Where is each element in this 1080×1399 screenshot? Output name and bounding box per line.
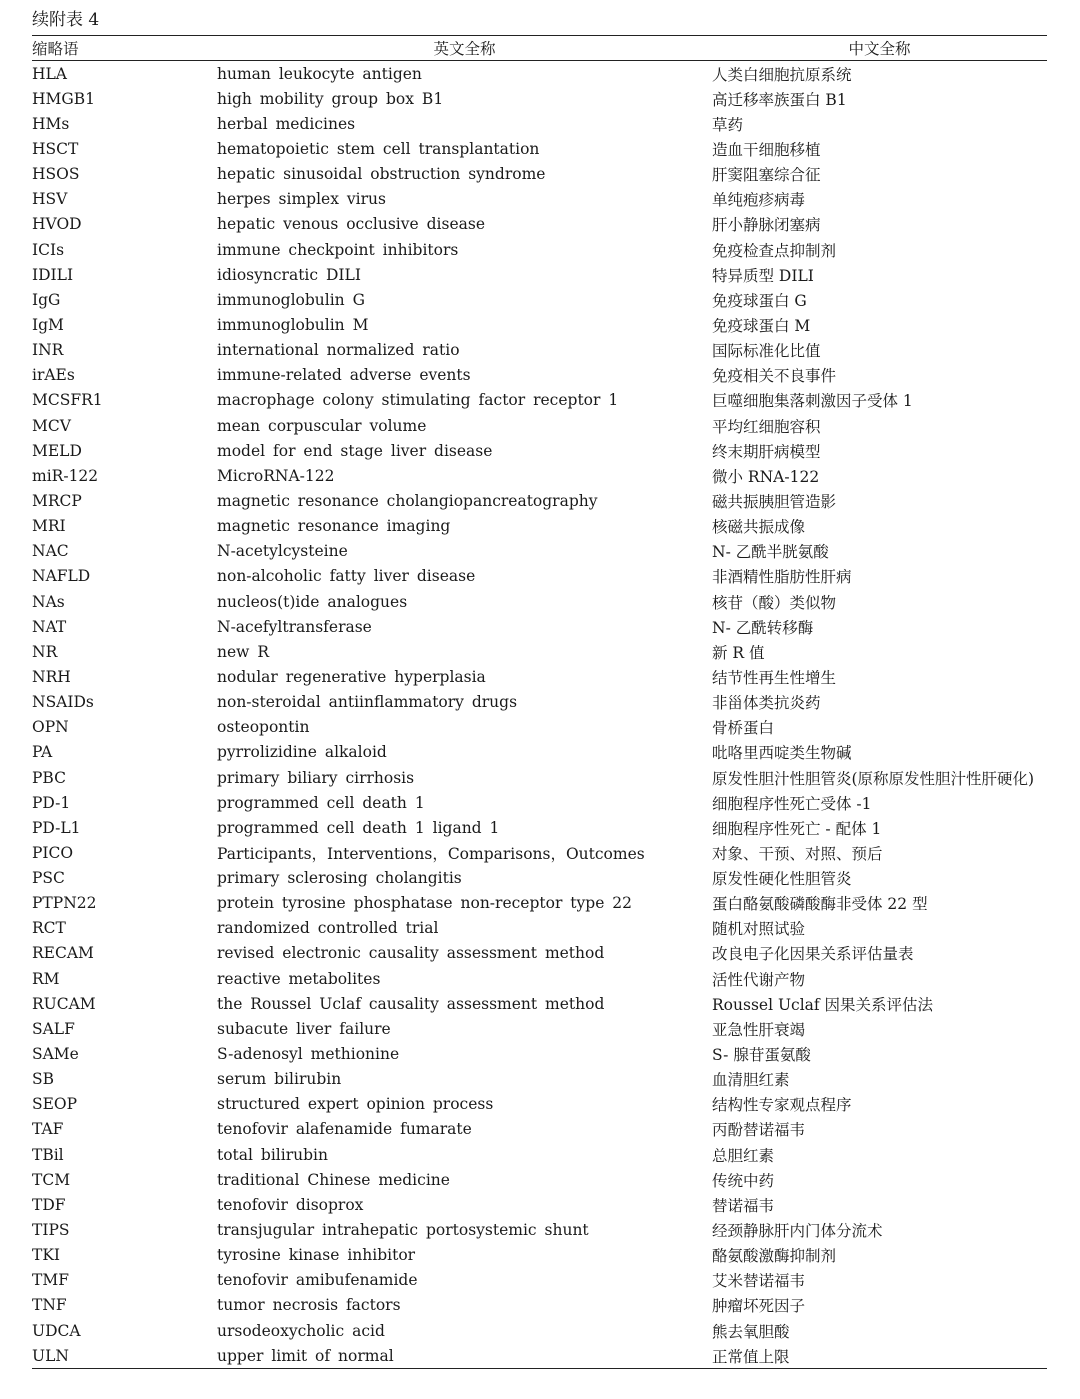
chinese-name-cell: 国际标准化比值 — [712, 342, 821, 361]
chinese-name-cell: 替诺福韦 — [712, 1196, 775, 1215]
english-name-cell: randomized controlled trial — [217, 919, 439, 938]
table-row — [32, 891, 1047, 916]
chinese-name-cell: 酪氨酸激酶抑制剂 — [712, 1247, 837, 1266]
abbreviation-cell: RCT — [32, 919, 66, 938]
english-name-cell: non-alcoholic fatty liver disease — [217, 567, 476, 586]
english-name-cell: hepatic sinusoidal obstruction syndrome — [217, 165, 546, 184]
english-name-cell: immunoglobulin M — [217, 315, 369, 334]
chinese-name-cell: 免疫球蛋白 M — [712, 316, 811, 335]
abbreviation-cell: TNF — [32, 1296, 67, 1315]
chinese-name-cell: 非酒精性脂肪性肝病 — [712, 568, 852, 587]
abbreviation-cell: PSC — [32, 869, 65, 888]
table-row — [32, 1293, 1047, 1318]
chinese-name-cell: 血清胆红素 — [712, 1071, 790, 1090]
table-caption: 续附表 4 — [32, 10, 100, 30]
chinese-name-cell: N- 乙酰半胱氨酸 — [712, 543, 829, 562]
table-row — [32, 488, 1047, 513]
chinese-name-cell: 微小 RNA-122 — [712, 467, 820, 486]
table-row — [32, 388, 1047, 413]
abbreviation-cell: TMF — [32, 1271, 69, 1290]
english-name-cell: Participants，Interventions，Comparisons，Outcomes — [217, 844, 645, 863]
english-name-cell: herbal medicines — [217, 114, 356, 133]
abbreviation-cell: NAs — [32, 592, 65, 611]
abbreviation-cell: TIPS — [32, 1221, 70, 1240]
table-row — [32, 438, 1047, 463]
table-row — [32, 1268, 1047, 1293]
abbreviation-cell: SEOP — [32, 1095, 78, 1114]
abbreviation-cell: RECAM — [32, 944, 94, 963]
table-row — [32, 338, 1047, 363]
english-name-cell: hematopoietic stem cell transplantation — [217, 139, 540, 158]
chinese-name-cell: S- 腺苷蛋氨酸 — [712, 1046, 811, 1065]
english-name-cell: MicroRNA-122 — [217, 466, 335, 485]
english-name-cell: total bilirubin — [217, 1145, 328, 1164]
abbreviation-cell: SB — [32, 1070, 55, 1089]
abbreviation-cell: HSOS — [32, 165, 80, 184]
chinese-name-cell: 结节性再生性增生 — [712, 668, 837, 687]
header-abbreviation: 缩略语 — [32, 40, 79, 58]
table-row — [32, 690, 1047, 715]
table-row — [32, 111, 1047, 136]
chinese-name-cell: 造血干细胞移植 — [712, 140, 821, 159]
chinese-name-cell: 吡咯里西啶类生物碱 — [712, 744, 852, 763]
english-name-cell: revised electronic causality assessment method — [217, 944, 605, 963]
table-row — [32, 1217, 1047, 1242]
english-name-cell: upper limit of normal — [217, 1346, 394, 1365]
chinese-name-cell: N- 乙酰转移酶 — [712, 618, 814, 637]
abbreviation-cell: INR — [32, 341, 64, 360]
table-row — [32, 589, 1047, 614]
table-row — [32, 413, 1047, 438]
english-name-cell: transjugular intrahepatic portosystemic shunt — [217, 1221, 589, 1240]
table-row — [32, 1041, 1047, 1066]
english-name-cell: immunoglobulin G — [217, 290, 365, 309]
chinese-name-cell: 骨桥蛋白 — [712, 719, 775, 738]
table-row — [32, 991, 1047, 1016]
abbreviation-cell: NRH — [32, 667, 71, 686]
chinese-name-cell: 巨噬细胞集落刺激因子受体 1 — [712, 392, 913, 411]
english-name-cell: new R — [217, 642, 270, 661]
abbreviation-cell: MCV — [32, 416, 71, 435]
english-name-cell: tenofovir amibufenamide — [217, 1271, 418, 1290]
abbreviation-cell: TBil — [32, 1145, 64, 1164]
table-row — [32, 237, 1047, 262]
abbreviation-cell: HVOD — [32, 215, 82, 234]
chinese-name-cell: 草药 — [712, 115, 744, 134]
english-name-cell: mean corpuscular volume — [217, 416, 427, 435]
table-row — [32, 162, 1047, 187]
abbreviation-cell: NSAIDs — [32, 693, 94, 712]
table-row — [32, 1142, 1047, 1167]
english-name-cell: traditional Chinese medicine — [217, 1170, 450, 1189]
chinese-name-cell: 高迁移率族蛋白 B1 — [712, 90, 847, 109]
chinese-name-cell: 对象、干预、对照、预后 — [712, 844, 883, 863]
abbreviation-cell: NAT — [32, 617, 67, 636]
table-row — [32, 187, 1047, 212]
english-name-cell: magnetic resonance imaging — [217, 517, 451, 536]
table-row — [32, 61, 1047, 86]
table-row — [32, 815, 1047, 840]
english-name-cell: tenofovir disoprox — [217, 1195, 364, 1214]
chinese-name-cell: 改良电子化因果关系评估量表 — [712, 945, 914, 964]
abbreviation-cell: TKI — [32, 1246, 61, 1265]
table-row — [32, 136, 1047, 161]
chinese-name-cell: 细胞程序性死亡 - 配体 1 — [712, 819, 882, 838]
table-row — [32, 86, 1047, 111]
chinese-name-cell: 肿瘤坏死因子 — [712, 1297, 806, 1316]
chinese-name-cell: 结构性专家观点程序 — [712, 1096, 852, 1115]
english-name-cell: idiosyncratic DILI — [217, 265, 361, 284]
chinese-name-cell: 终末期肝病模型 — [712, 442, 821, 461]
table-row — [32, 463, 1047, 488]
table-row — [32, 564, 1047, 589]
english-name-cell: subacute liver failure — [217, 1019, 391, 1038]
abbreviation-cell: PBC — [32, 768, 66, 787]
table-row — [32, 1067, 1047, 1092]
table-row — [32, 765, 1047, 790]
chinese-name-cell: 细胞程序性死亡受体 -1 — [712, 794, 872, 813]
english-name-cell: hepatic venous occlusive disease — [217, 215, 485, 234]
table-row — [32, 262, 1047, 287]
table-row — [32, 866, 1047, 891]
english-name-cell: high mobility group box B1 — [217, 89, 444, 108]
table-row — [32, 639, 1047, 664]
table-row — [32, 1117, 1047, 1142]
table-row — [32, 287, 1047, 312]
abbreviation-cell: PD-L1 — [32, 818, 81, 837]
chinese-name-cell: 传统中药 — [712, 1171, 775, 1190]
table-row — [32, 1167, 1047, 1192]
table-row — [32, 312, 1047, 337]
chinese-name-cell: 核磁共振成像 — [712, 518, 806, 537]
chinese-name-cell: 人类白细胞抗原系统 — [712, 65, 852, 84]
abbreviation-cell: ICIs — [32, 240, 65, 259]
chinese-name-cell: 蛋白酪氨酸磷酸酶非受体 22 型 — [712, 895, 928, 914]
abbreviation-cell: PTPN22 — [32, 894, 97, 913]
chinese-name-cell: 特异质型 DILI — [712, 266, 814, 285]
chinese-name-cell: Roussel Uclaf 因果关系评估法 — [712, 995, 934, 1014]
english-name-cell: osteopontin — [217, 718, 310, 737]
table-row — [32, 1192, 1047, 1217]
abbreviation-cell: TCM — [32, 1170, 71, 1189]
english-name-cell: immune checkpoint inhibitors — [217, 240, 459, 259]
abbreviation-cell: OPN — [32, 718, 69, 737]
chinese-name-cell: 丙酚替诺福韦 — [712, 1121, 806, 1140]
english-name-cell: nucleos(t)ide analogues — [217, 592, 408, 611]
chinese-name-cell: 免疫相关不良事件 — [712, 367, 837, 386]
table-row — [32, 1243, 1047, 1268]
english-name-cell: pyrrolizidine alkaloid — [217, 743, 387, 762]
abbreviation-cell: ULN — [32, 1346, 69, 1365]
english-name-cell: structured expert opinion process — [217, 1095, 494, 1114]
chinese-name-cell: 原发性胆汁性胆管炎(原称原发性胆汁性肝硬化) — [712, 769, 1035, 788]
table-row — [32, 790, 1047, 815]
table-row — [32, 514, 1047, 539]
table-body — [32, 61, 1047, 1368]
abbreviation-cell: PICO — [32, 843, 74, 862]
abbreviation-cell: MRI — [32, 517, 66, 536]
table-row — [32, 941, 1047, 966]
chinese-name-cell: 艾米替诺福韦 — [712, 1272, 806, 1291]
abbreviation-cell: IDILI — [32, 265, 74, 284]
abbreviation-cell: MCSFR1 — [32, 391, 103, 410]
abbreviation-cell: MRCP — [32, 491, 82, 510]
chinese-name-cell: 非甾体类抗炎药 — [712, 694, 821, 713]
abbreviation-cell: RM — [32, 969, 60, 988]
abbreviation-cell: TAF — [32, 1120, 64, 1139]
chinese-name-cell: 新 R 值 — [712, 643, 765, 662]
abbreviation-cell: TDF — [32, 1195, 66, 1214]
table-row — [32, 1092, 1047, 1117]
table-row — [32, 715, 1047, 740]
english-name-cell: N-acetylcysteine — [217, 542, 348, 561]
chinese-name-cell: 单纯疱疹病毒 — [712, 191, 806, 210]
english-name-cell: primary biliary cirrhosis — [217, 768, 415, 787]
abbreviation-cell: HMs — [32, 114, 70, 133]
abbreviation-cell: IgG — [32, 290, 61, 309]
chinese-name-cell: 经颈静脉肝内门体分流术 — [712, 1222, 883, 1241]
chinese-name-cell: 原发性硬化性胆管炎 — [712, 870, 852, 889]
table-row — [32, 840, 1047, 865]
english-name-cell: immune-related adverse events — [217, 366, 471, 385]
english-name-cell: programmed cell death 1 — [217, 793, 425, 812]
chinese-name-cell: 正常值上限 — [712, 1347, 790, 1366]
abbreviation-cell: SALF — [32, 1019, 75, 1038]
english-name-cell: N-acefyltransferase — [217, 617, 372, 636]
chinese-name-cell: 随机对照试验 — [712, 920, 806, 939]
table-row — [32, 212, 1047, 237]
table-row — [32, 740, 1047, 765]
table-row — [32, 1343, 1047, 1368]
abbreviation-cell: NAFLD — [32, 567, 91, 586]
header-english-full-name: 英文全称 — [433, 40, 496, 58]
chinese-name-cell: 免疫球蛋白 G — [712, 291, 807, 310]
abbreviation-cell: HSCT — [32, 139, 79, 158]
chinese-name-cell: 磁共振胰胆管造影 — [712, 492, 837, 511]
abbreviation-cell: PA — [32, 743, 53, 762]
english-name-cell: reactive metabolites — [217, 969, 381, 988]
chinese-name-cell: 总胆红素 — [712, 1146, 775, 1165]
abbreviation-cell: HSV — [32, 190, 68, 209]
english-name-cell: nodular regenerative hyperplasia — [217, 667, 486, 686]
chinese-name-cell: 平均红细胞容积 — [712, 417, 821, 436]
english-name-cell: serum bilirubin — [217, 1070, 342, 1089]
table-row — [32, 539, 1047, 564]
abbreviation-cell: HMGB1 — [32, 89, 96, 108]
abbreviation-table — [32, 35, 1047, 1369]
abbreviation-cell: UDCA — [32, 1321, 81, 1340]
english-name-cell: the Roussel Uclaf causality assessment method — [217, 994, 605, 1013]
english-name-cell: tenofovir alafenamide fumarate — [217, 1120, 472, 1139]
abbreviation-cell: PD-1 — [32, 793, 71, 812]
english-name-cell: protein tyrosine phosphatase non-receptor type 22 — [217, 894, 633, 913]
english-name-cell: human leukocyte antigen — [217, 64, 422, 83]
abbreviation-cell: NR — [32, 642, 58, 661]
table-row — [32, 614, 1047, 639]
english-name-cell: ursodeoxycholic acid — [217, 1321, 385, 1340]
chinese-name-cell: 肝窦阻塞综合征 — [712, 166, 821, 185]
abbreviation-cell: RUCAM — [32, 994, 96, 1013]
chinese-name-cell: 熊去氧胆酸 — [712, 1322, 790, 1341]
abbreviation-cell: HLA — [32, 64, 68, 83]
english-name-cell: macrophage colony stimulating factor receptor 1 — [217, 391, 619, 410]
english-name-cell: non-steroidal antiinflammatory drugs — [217, 693, 518, 712]
table-row — [32, 966, 1047, 991]
table-row — [32, 916, 1047, 941]
table-row — [32, 664, 1047, 689]
english-name-cell: programmed cell death 1 ligand 1 — [217, 818, 500, 837]
chinese-name-cell: 肝小静脉闭塞病 — [712, 216, 821, 235]
abbreviation-cell: IgM — [32, 315, 64, 334]
english-name-cell: herpes simplex virus — [217, 190, 386, 209]
chinese-name-cell: 亚急性肝衰竭 — [712, 1020, 806, 1039]
table-row — [32, 1318, 1047, 1343]
chinese-name-cell: 核苷（酸）类似物 — [712, 593, 837, 612]
english-name-cell: tumor necrosis factors — [217, 1296, 401, 1315]
header-chinese-full-name: 中文全称 — [848, 40, 911, 58]
english-name-cell: tyrosine kinase inhibitor — [217, 1246, 416, 1265]
english-name-cell: magnetic resonance cholangiopancreatography — [217, 491, 598, 510]
abbreviation-cell: NAC — [32, 542, 69, 561]
table-row — [32, 363, 1047, 388]
english-name-cell: S-adenosyl methionine — [217, 1045, 400, 1064]
abbreviation-cell: miR-122 — [32, 466, 99, 485]
chinese-name-cell: 免疫检查点抑制剂 — [712, 241, 837, 260]
english-name-cell: international normalized ratio — [217, 341, 460, 360]
abbreviation-cell: irAEs — [32, 366, 75, 385]
chinese-name-cell: 活性代谢产物 — [712, 970, 806, 989]
abbreviation-cell: MELD — [32, 441, 82, 460]
abbreviation-cell: SAMe — [32, 1045, 79, 1064]
english-name-cell: model for end stage liver disease — [217, 441, 493, 460]
english-name-cell: primary sclerosing cholangitis — [217, 869, 462, 888]
table-header-row — [32, 36, 1047, 61]
table-row — [32, 1016, 1047, 1041]
